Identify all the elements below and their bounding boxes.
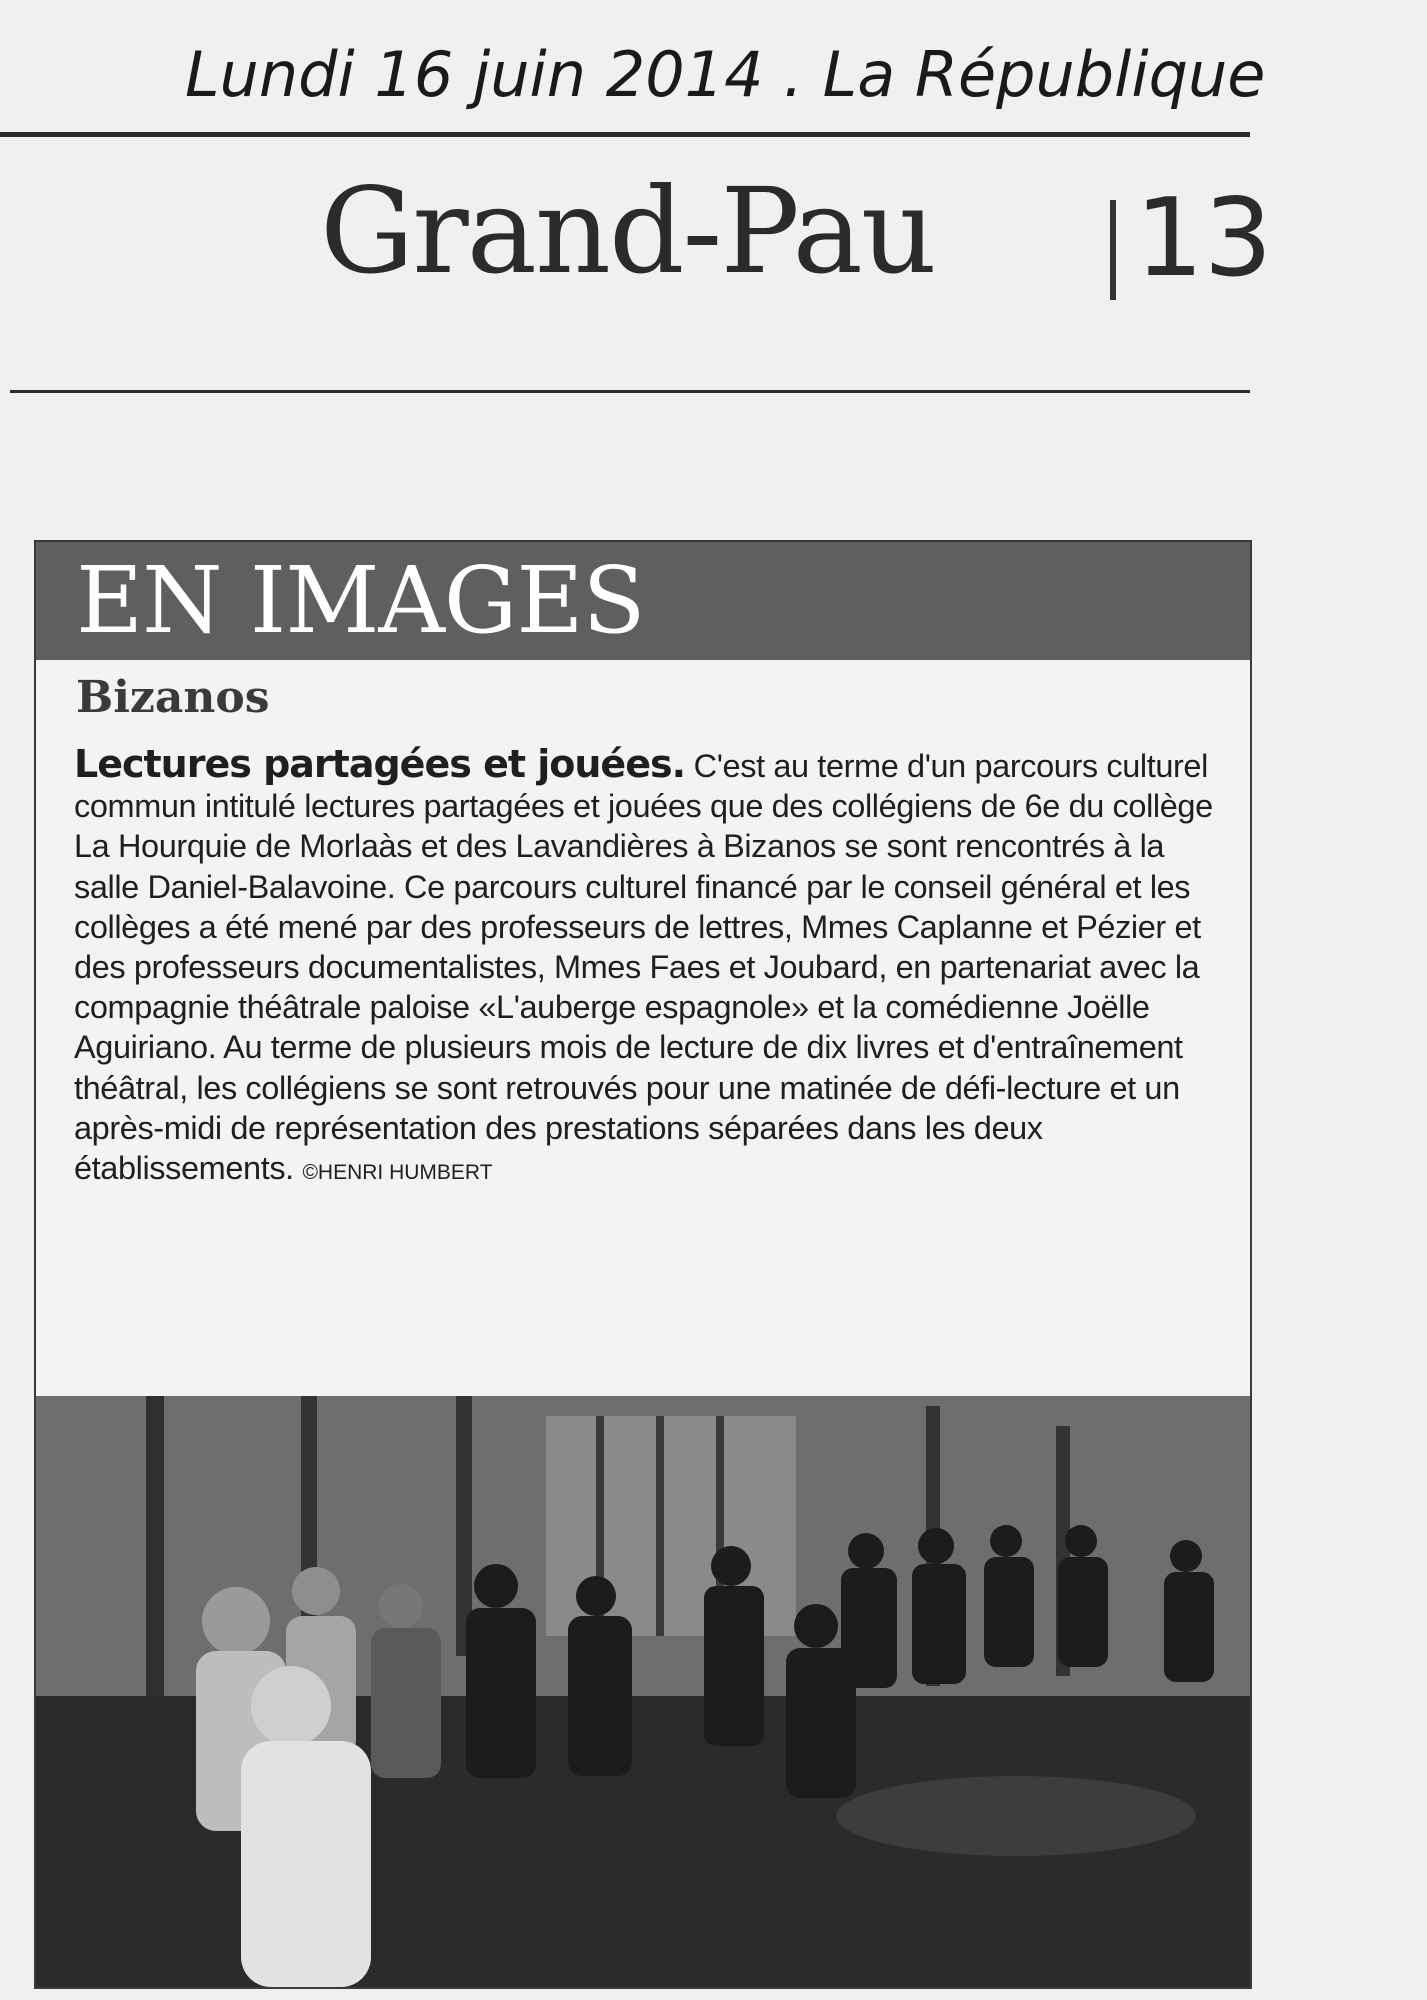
- top-rule: [0, 132, 1250, 137]
- page-number: 13: [1135, 176, 1273, 301]
- banner-title: EN IMAGES: [76, 547, 645, 654]
- photo-window-frame: [656, 1416, 664, 1636]
- handwritten-note-text: Lundi 16 juin 2014 . La République: [185, 38, 1266, 111]
- photo-person-foreground-body: [241, 1741, 371, 1987]
- photo-floor-reflection: [836, 1776, 1196, 1856]
- photo-pillar: [146, 1396, 164, 1696]
- handwritten-date-note: [185, 18, 1385, 128]
- article-body: [74, 744, 1234, 1193]
- photo-person-foreground: [251, 1666, 331, 1746]
- article-lead: Lectures partagées et jouées.: [74, 742, 686, 786]
- article-box: [34, 540, 1252, 1989]
- photo-credit: ©HENRI HUMBERT: [302, 1161, 493, 1185]
- article-photo: [36, 1396, 1250, 1987]
- locality-heading: Bizanos: [76, 672, 270, 723]
- handwritten-note-image: [185, 18, 1385, 128]
- section-title: Grand-Pau: [320, 162, 935, 300]
- article-text: C'est au terme d'un parcours culturel commun intitulé lectures partagées et jouées que des collégiens de 6e du collège La Hourquie de Morlaàs et des Lavandières à Bizanos se sont rencontrés à la salle Daniel-Balavoine. Ce parcours culturel financé par le conseil général et les collèges a été mené par des professeurs de lettres, Mmes Caplanne et Pézier et des professeurs documentalistes, Mmes Faes et Joubard, en partenariat avec la compagnie théâtrale paloise «L'auberge espagnole» et la comédienne Joëlle Aguiriano. Au terme de plusieurs mois de lecture de dix livres et d'entraînement théâtral, les collégiens se sont retrouvés pour une matinée de défi-lecture et un après-midi de représentation des prestations séparées dans les deux établissements.: [74, 748, 1213, 1187]
- page-separator: [1110, 200, 1116, 300]
- photo-scene: [36, 1396, 1250, 1987]
- header-bottom-rule: [10, 390, 1250, 393]
- section-banner: [36, 542, 1250, 660]
